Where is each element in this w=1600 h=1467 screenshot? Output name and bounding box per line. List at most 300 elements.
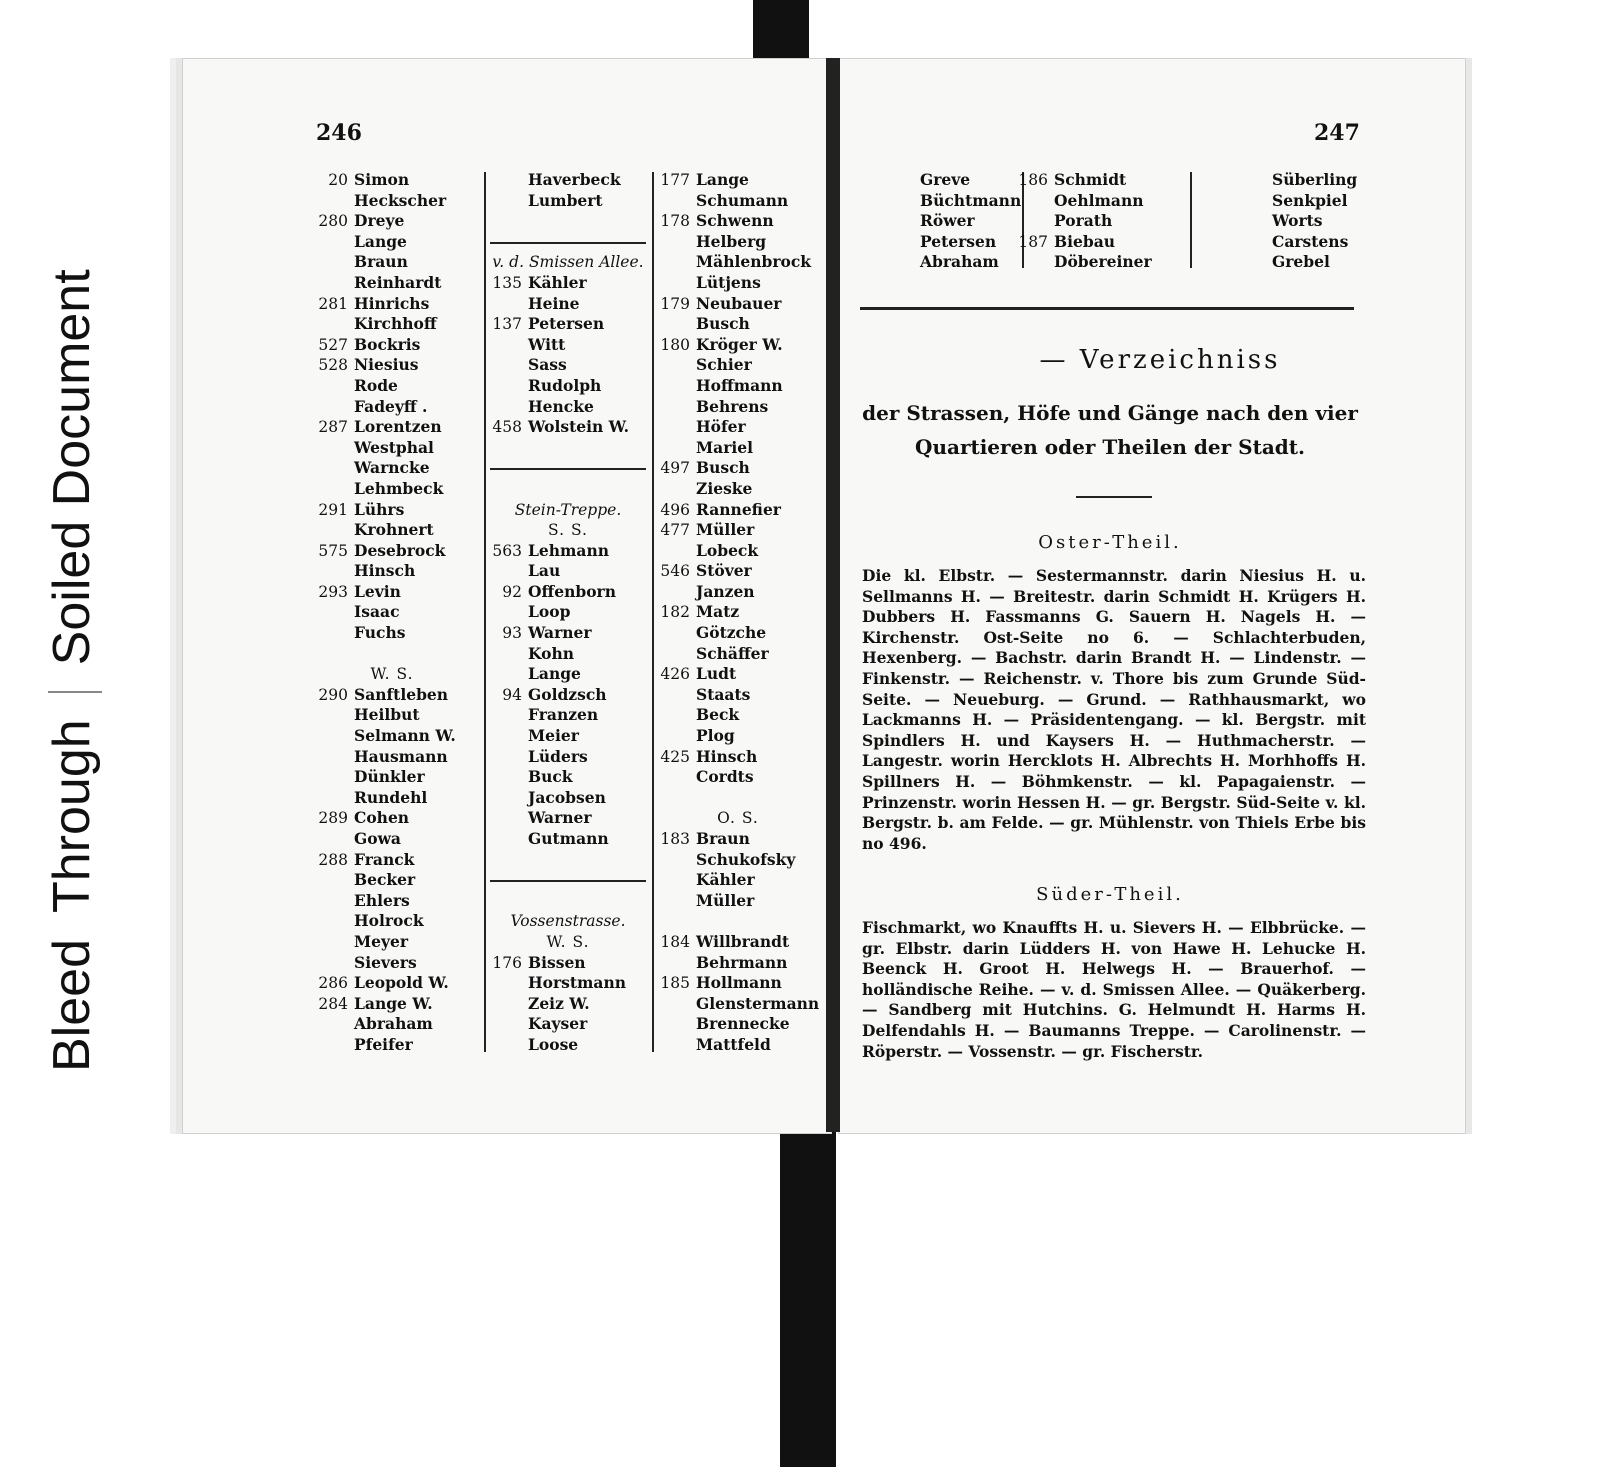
resident-name: Cordts	[696, 767, 754, 787]
resident-name: Selmann W.	[354, 726, 456, 746]
resident-entry	[312, 870, 472, 891]
resident-name: Lehmbeck	[354, 478, 444, 498]
resident-entry	[654, 479, 822, 500]
house-number: 187	[1018, 232, 1048, 251]
resident-entry	[486, 438, 650, 459]
house-number: 93	[502, 624, 522, 643]
column-divider-line	[490, 242, 646, 244]
resident-entry	[486, 994, 650, 1015]
side-label-divider	[48, 691, 102, 693]
resident-name: Petersen	[920, 231, 997, 251]
resident-name: Witt	[528, 334, 566, 354]
resident-name: Simon	[354, 170, 410, 189]
house-number: 497	[660, 459, 690, 478]
resident-name: Cohen	[354, 808, 410, 828]
resident-entry	[654, 1035, 822, 1056]
resident-entry	[312, 500, 472, 521]
resident-entry	[312, 417, 472, 438]
resident-entry	[654, 191, 822, 212]
resident-name: Horstmann	[528, 973, 627, 993]
resident-name: Hoffmann	[696, 375, 783, 395]
house-number: 182	[660, 603, 690, 622]
house-number: 575	[318, 541, 348, 560]
resident-name: Schäffer	[696, 643, 769, 663]
resident-name: Warncke	[354, 458, 430, 478]
house-number: 293	[318, 582, 348, 601]
column-divider	[486, 870, 650, 891]
section-heading-oster: Oster-Theil.	[1038, 532, 1182, 553]
resident-name: Loose	[528, 1034, 579, 1054]
resident-name: Rundehl	[354, 787, 428, 807]
section-rule	[860, 307, 1354, 310]
resident-name: Isaac	[354, 602, 400, 622]
resident-name: Rannefier	[696, 499, 781, 519]
resident-name: Buck	[528, 767, 573, 787]
street-side-heading: O. S.	[717, 809, 759, 828]
resident-name: Leopold W.	[354, 973, 449, 993]
resident-entry	[312, 252, 472, 273]
resident-entry	[1230, 211, 1370, 232]
directory-title: — Verzeichniss	[1039, 345, 1281, 375]
house-number: 287	[318, 418, 348, 437]
resident-name: Lumbert	[528, 190, 603, 210]
house-number: 20	[328, 171, 348, 189]
house-number: 284	[318, 994, 348, 1013]
resident-name: Fadeyff .	[354, 396, 428, 416]
resident-entry	[312, 541, 472, 562]
resident-name: Kähler	[696, 870, 755, 890]
resident-entry	[486, 541, 650, 562]
resident-entry	[1012, 170, 1182, 191]
resident-name: Brennecke	[696, 1014, 790, 1034]
house-number: 137	[492, 315, 522, 334]
resident-entry	[654, 582, 822, 603]
house-number: 180	[660, 335, 690, 354]
resident-name: Kähler	[528, 272, 587, 292]
column-divider-line	[490, 880, 646, 882]
resident-entry	[654, 417, 822, 438]
resident-entry	[312, 932, 472, 953]
resident-entry	[878, 232, 1018, 253]
resident-entry	[654, 685, 822, 706]
resident-entry	[654, 335, 822, 356]
left-column-1	[312, 170, 472, 1056]
book-gutter	[826, 58, 840, 1132]
resident-name: Krohnert	[354, 520, 434, 540]
resident-entry	[1230, 252, 1370, 273]
resident-entry	[486, 397, 650, 418]
resident-name: Goldzsch	[528, 684, 607, 704]
resident-name: Niesius	[354, 355, 419, 375]
resident-name: Braun	[354, 252, 408, 272]
resident-entry	[312, 829, 472, 850]
resident-name: Franzen	[528, 705, 599, 725]
resident-entry	[654, 314, 822, 335]
resident-entry	[654, 911, 822, 932]
resident-entry	[312, 355, 472, 376]
resident-name: Loop	[528, 602, 571, 622]
resident-entry	[486, 376, 650, 397]
resident-name: Müller	[696, 520, 755, 540]
resident-entry	[654, 973, 822, 994]
resident-entry	[654, 891, 822, 912]
house-number: 426	[660, 665, 690, 684]
resident-entry	[486, 850, 650, 871]
resident-name: Greve	[920, 170, 971, 189]
resident-name: Gutmann	[528, 829, 609, 848]
resident-entry	[654, 500, 822, 521]
resident-name: Bockris	[354, 334, 421, 354]
resident-entry	[654, 726, 822, 747]
resident-name: Dreye	[354, 211, 405, 231]
house-number: 179	[660, 294, 690, 313]
resident-name: Plog	[696, 726, 735, 746]
resident-name: Büchtmann	[920, 190, 1022, 210]
resident-name: Müller	[696, 890, 755, 910]
resident-name: Hinsch	[696, 746, 758, 766]
resident-name: Höfer	[696, 417, 746, 437]
resident-name: Schwenn	[696, 211, 774, 231]
resident-entry	[312, 726, 472, 747]
resident-name: Ehlers	[354, 890, 410, 910]
resident-name: Mählenbrock	[696, 252, 812, 272]
left-column-3	[654, 170, 822, 1056]
resident-entry	[312, 520, 472, 541]
resident-name: Lüders	[528, 746, 588, 766]
resident-name: Matz	[696, 602, 740, 622]
resident-entry	[486, 891, 650, 912]
resident-entry	[312, 232, 472, 253]
resident-entry	[654, 232, 822, 253]
oster-paragraph: Die kl. Elbstr. — Sestermannstr. darin Niesius H. u. Sellmanns H. — Breitestr. darin Schmidt H. Krügers H. Dubbers H. Fassmanns G. Sauern H. Nagels H. — Kirchenstr. Ost-Seite no 6. — Schlachterbuden, Hexenberg. — Bachstr. darin Brandt H. — Lindenstr. — Finkenstr. — Reichenstr. v. Thore bis zum Grunde Süd-Seite. — Neueburg. — Grund. — Rathhausmarkt, wo Lackmanns H. — Präsidentengang. — kl. Bergstr. mit Spindlers H. und Kaysers H. — Huthmacherstr. — Langestr. worin Hercklots H. Albrechts H. Morhhoffs H. Spillners H. — Böhmkenstr. — kl. Papagaienstr. — Prinzenstr. worin Hessen H. — gr. Bergstr. Süd-Seite v. kl. Bergstr. b. am Felde. — gr. Mühlenstr. von Thiels Erbe bis no 496.	[862, 566, 1366, 853]
resident-name: Schukofsky	[696, 849, 796, 869]
resident-entry	[654, 788, 822, 809]
resident-name: Biebau	[1054, 231, 1116, 251]
house-number: 286	[318, 974, 348, 993]
resident-name: Röwer	[920, 211, 975, 231]
resident-name: Desebrock	[354, 540, 446, 560]
resident-entry	[312, 747, 472, 768]
side-label-bleed: Bleed	[43, 939, 101, 1072]
resident-name: Staats	[696, 684, 751, 704]
resident-entry	[312, 623, 472, 644]
resident-entry	[654, 664, 822, 685]
resident-entry	[654, 252, 822, 273]
resident-name: Reinhardt	[354, 272, 442, 292]
resident-name: Wolstein W.	[528, 417, 630, 437]
house-number: 92	[502, 582, 522, 601]
resident-name: Hinrichs	[354, 293, 430, 313]
resident-entry	[654, 705, 822, 726]
resident-name: Warner	[528, 808, 592, 828]
resident-entry	[312, 561, 472, 582]
resident-entry	[312, 314, 472, 335]
resident-name: Zieske	[696, 478, 753, 498]
resident-name: Petersen	[528, 314, 605, 334]
resident-name: Behrmann	[696, 952, 788, 972]
house-number: 183	[660, 830, 690, 848]
resident-entry	[1230, 191, 1370, 212]
resident-name: Holrock	[354, 911, 424, 931]
resident-name: Abraham	[920, 252, 999, 272]
resident-entry	[486, 602, 650, 623]
resident-entry	[312, 891, 472, 912]
resident-entry	[312, 294, 472, 315]
column-divider	[486, 458, 650, 479]
resident-name: Braun	[696, 829, 750, 848]
resident-entry	[654, 1014, 822, 1035]
resident-entry	[486, 294, 650, 315]
house-number: 289	[318, 809, 348, 828]
resident-name: Schumann	[696, 190, 789, 210]
resident-name: Zeiz W.	[528, 993, 590, 1013]
right-top-column-1	[878, 170, 1022, 273]
resident-entry	[1230, 232, 1370, 253]
resident-entry	[312, 191, 472, 212]
resident-entry	[654, 355, 822, 376]
street-heading: Vossenstrasse.	[510, 912, 626, 931]
resident-entry	[486, 417, 650, 438]
resident-entry	[486, 973, 650, 994]
resident-entry	[486, 273, 650, 294]
resident-entry	[312, 973, 472, 994]
resident-name: Kirchhoff	[354, 314, 437, 334]
resident-entry	[312, 953, 472, 974]
resident-name: Beck	[696, 705, 740, 725]
resident-name: Lau	[528, 561, 561, 581]
resident-name: Haverbeck	[528, 170, 621, 189]
right-top-column-3	[1230, 170, 1370, 273]
house-number: 546	[660, 562, 690, 581]
resident-name: Hinsch	[354, 561, 416, 581]
resident-entry	[486, 644, 650, 665]
resident-entry	[312, 335, 472, 356]
resident-name: Sass	[528, 355, 567, 375]
column-divider-line	[490, 468, 646, 470]
resident-name: Ludt	[696, 664, 737, 684]
resident-entry	[312, 644, 472, 665]
resident-name: Fuchs	[354, 623, 406, 643]
resident-entry	[878, 211, 1018, 232]
resident-entry	[312, 376, 472, 397]
resident-name: Offenborn	[528, 581, 616, 601]
left-column-2	[486, 170, 650, 1056]
resident-name: Senkpiel	[1272, 190, 1348, 210]
resident-name: Becker	[354, 870, 416, 890]
resident-entry	[654, 397, 822, 418]
resident-name: Heckscher	[354, 190, 447, 210]
resident-entry	[654, 458, 822, 479]
resident-name: Oehlmann	[1054, 190, 1144, 210]
resident-entry	[312, 850, 472, 871]
right-page-number: 247	[1314, 120, 1360, 146]
resident-entry	[486, 664, 650, 685]
left-page-number: 246	[316, 120, 362, 146]
resident-name: Willbrandt	[696, 931, 790, 951]
resident-name: Meier	[528, 726, 579, 746]
section-heading-sueder: Süder-Theil.	[1036, 884, 1184, 905]
resident-entry	[486, 191, 650, 212]
resident-name: Warner	[528, 623, 592, 643]
title-underline	[1076, 496, 1152, 498]
column-divider	[486, 232, 650, 253]
resident-entry	[312, 170, 472, 191]
resident-name: Kayser	[528, 1014, 588, 1034]
resident-name: Helberg	[696, 231, 767, 251]
resident-name: Lange	[528, 664, 581, 684]
resident-name: Hausmann	[354, 746, 448, 766]
resident-entry	[486, 314, 650, 335]
resident-entry	[312, 788, 472, 809]
resident-name: Behrens	[696, 396, 769, 416]
resident-entry	[654, 623, 822, 644]
house-number: 281	[318, 294, 348, 313]
house-number: 94	[502, 685, 522, 704]
resident-entry	[312, 582, 472, 603]
resident-entry	[312, 602, 472, 623]
resident-entry	[312, 911, 472, 932]
house-number: 178	[660, 212, 690, 231]
house-number: 496	[660, 500, 690, 519]
resident-entry	[312, 808, 472, 829]
resident-name: Lorentzen	[354, 417, 442, 437]
resident-name: Hollmann	[696, 973, 782, 993]
resident-name: Sievers	[354, 952, 417, 972]
resident-name: Götzche	[696, 623, 767, 643]
house-number: 477	[660, 521, 690, 540]
resident-entry	[486, 355, 650, 376]
resident-entry	[654, 211, 822, 232]
resident-entry	[654, 376, 822, 397]
resident-name: Rode	[354, 375, 398, 395]
resident-name: Schier	[696, 355, 752, 375]
street-heading: v. d. Smissen Allee.	[492, 253, 644, 272]
resident-entry	[312, 397, 472, 418]
resident-entry	[486, 705, 650, 726]
resident-name: Levin	[354, 581, 401, 601]
resident-entry	[654, 602, 822, 623]
house-number: 291	[318, 500, 348, 519]
resident-entry	[486, 211, 650, 232]
house-number: 290	[318, 685, 348, 704]
resident-entry	[486, 479, 650, 500]
street-side-heading: W. S.	[546, 932, 590, 951]
house-number: 527	[318, 335, 348, 354]
resident-entry	[486, 1014, 650, 1035]
house-number: 528	[318, 356, 348, 375]
resident-name: Dünkler	[354, 767, 425, 787]
directory-subtitle	[860, 396, 1360, 464]
resident-entry	[654, 541, 822, 562]
house-number: 135	[492, 273, 522, 292]
resident-entry	[486, 582, 650, 603]
resident-entry	[486, 788, 650, 809]
house-number: 185	[660, 974, 690, 993]
resident-entry	[486, 829, 650, 850]
resident-entry	[312, 211, 472, 232]
resident-entry	[654, 644, 822, 665]
side-label	[42, 243, 102, 1072]
resident-entry	[654, 829, 822, 850]
resident-entry	[878, 252, 1018, 273]
resident-entry	[312, 767, 472, 788]
resident-name: Heine	[528, 293, 580, 313]
resident-entry	[486, 726, 650, 747]
resident-name: Sanftleben	[354, 684, 449, 704]
resident-entry	[654, 870, 822, 891]
resident-entry	[486, 685, 650, 706]
resident-name: Westphal	[354, 437, 434, 457]
house-number: 458	[492, 418, 522, 437]
side-label-through: Through	[43, 719, 101, 913]
resident-name: Schmidt	[1054, 170, 1127, 189]
resident-name: Döbereiner	[1054, 252, 1152, 272]
house-number: 563	[492, 541, 522, 560]
right-top-column-2	[1012, 170, 1182, 273]
resident-name: Heilbut	[354, 705, 420, 725]
resident-entry	[486, 561, 650, 582]
resident-name: Glenstermann	[696, 993, 820, 1013]
resident-name: Lührs	[354, 499, 405, 519]
resident-name: Neubauer	[696, 293, 782, 313]
resident-name: Stöver	[696, 561, 752, 581]
resident-name: Carstens	[1272, 231, 1349, 251]
resident-name: Lütjens	[696, 272, 761, 292]
side-label-soiled: Soiled Document	[43, 269, 101, 666]
resident-entry	[312, 705, 472, 726]
resident-entry	[878, 190, 1022, 212]
house-number: 186	[1018, 171, 1048, 189]
street-side-heading: S. S.	[548, 521, 588, 540]
resident-entry	[654, 438, 822, 459]
resident-entry	[1230, 170, 1370, 191]
resident-name: Rudolph	[528, 375, 602, 395]
resident-name: Mariel	[696, 437, 754, 457]
resident-entry	[486, 335, 650, 356]
resident-name: Gowa	[354, 829, 401, 848]
resident-entry	[486, 767, 650, 788]
resident-name: Janzen	[696, 581, 755, 601]
resident-name: Busch	[696, 314, 750, 334]
resident-entry	[312, 273, 472, 294]
house-number: 288	[318, 850, 348, 869]
binding-strip-bottom	[780, 1132, 836, 1467]
resident-name: Meyer	[354, 931, 409, 951]
resident-entry	[654, 520, 822, 541]
resident-name: Worts	[1272, 211, 1323, 231]
resident-name: Abraham	[354, 1014, 433, 1034]
resident-name: Kohn	[528, 643, 575, 663]
resident-entry	[486, 953, 650, 974]
resident-entry	[654, 994, 822, 1015]
house-number: 280	[318, 212, 348, 231]
resident-entry	[486, 170, 650, 191]
resident-entry	[654, 932, 822, 953]
resident-entry	[312, 994, 472, 1015]
resident-entry	[312, 1014, 472, 1035]
resident-entry	[312, 479, 472, 500]
resident-name: Lehmann	[528, 540, 610, 560]
resident-entry	[312, 438, 472, 459]
resident-entry	[654, 953, 822, 974]
resident-name: Lange	[696, 170, 749, 189]
directory-subtitle-line-1: der Strassen, Höfe und Gänge nach den vier	[862, 401, 1358, 425]
resident-name: Porath	[1054, 211, 1113, 231]
resident-name: Süberling	[1272, 170, 1358, 189]
sueder-paragraph: Fischmarkt, wo Knauffts H. u. Sievers H. — Elbbrücke. — gr. Elbstr. darin Lüdders H. von Hawe H. Lehucke H. Beenck H. Groot H. Helwegs H. — Brauerhof. — holländische Reihe. — v. d. Smissen Allee. — Quäkerberg. — Sandberg mit Hutchins. G. Helmundt H. Harms H. Delfendahls H. — Baumanns Treppe. — Carolinenstr. — Röperstr. — Vossenstr. — gr. Fischerstr.	[862, 918, 1366, 1061]
resident-entry	[486, 1035, 650, 1056]
resident-entry	[312, 458, 472, 479]
